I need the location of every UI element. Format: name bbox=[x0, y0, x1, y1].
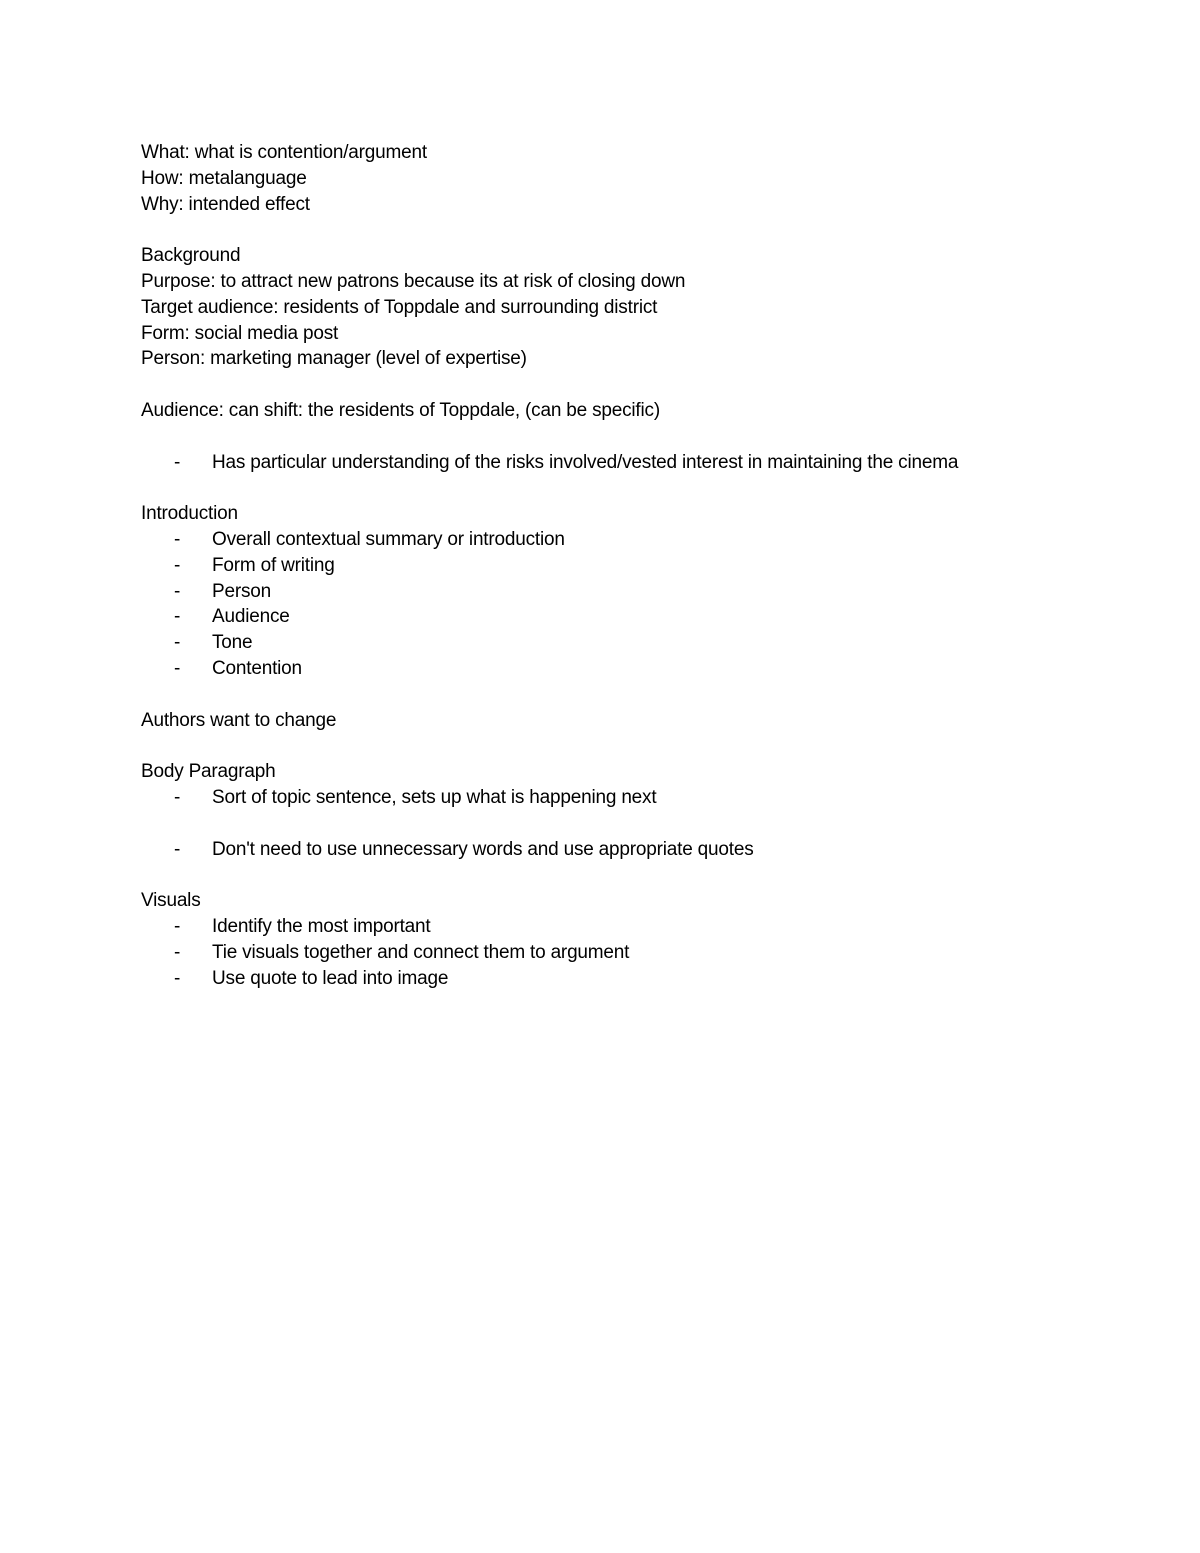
bullet-dash: - bbox=[174, 528, 181, 550]
list-item bbox=[141, 785, 1101, 811]
how-line: How: metalanguage bbox=[141, 167, 307, 189]
spacer bbox=[141, 682, 1101, 708]
form-line: Form: social media post bbox=[141, 322, 339, 344]
background-heading: Background bbox=[141, 245, 241, 267]
list-item bbox=[141, 656, 1101, 682]
list-item bbox=[141, 630, 1101, 656]
list-item-text: Tie visuals together and connect them to argument bbox=[212, 941, 630, 963]
audience-line: Audience: can shift: the residents of Toppdale, (can be specific) bbox=[141, 399, 660, 421]
bullet-dash: - bbox=[174, 786, 181, 808]
list-item-text: Contention bbox=[212, 657, 302, 679]
spacer bbox=[141, 811, 1101, 837]
list-item-text: Use quote to lead into image bbox=[212, 967, 449, 989]
list-item bbox=[141, 914, 1101, 940]
bullet-dash: - bbox=[174, 915, 181, 937]
spacer bbox=[141, 733, 1101, 759]
bullet-dash: - bbox=[174, 838, 181, 860]
bullet-dash: - bbox=[174, 580, 181, 602]
bullet-dash: - bbox=[174, 632, 181, 654]
bullet-dash: - bbox=[174, 554, 181, 576]
bullet-dash: - bbox=[174, 451, 181, 473]
purpose-line: Purpose: to attract new patrons because its at risk of closing down bbox=[141, 270, 686, 292]
bullet-dash: - bbox=[174, 657, 181, 679]
list-item bbox=[141, 940, 1101, 966]
list-item bbox=[141, 837, 1101, 863]
introduction-heading: Introduction bbox=[141, 503, 238, 525]
spacer bbox=[141, 424, 1101, 450]
spacer bbox=[141, 475, 1101, 501]
visuals-heading: Visuals bbox=[141, 890, 201, 912]
list-item-text: Person bbox=[212, 580, 272, 602]
spacer bbox=[141, 217, 1101, 243]
spacer bbox=[141, 372, 1101, 398]
authors-line: Authors want to change bbox=[141, 709, 337, 731]
list-item-text: Has particular understanding of the risks involved/vested interest in maintaining the cinema bbox=[212, 451, 959, 473]
list-item-text: Tone bbox=[212, 632, 253, 654]
why-line: Why: intended effect bbox=[141, 193, 310, 215]
list-item bbox=[141, 553, 1101, 579]
list-item bbox=[141, 527, 1101, 553]
list-item bbox=[141, 604, 1101, 630]
bullet-dash: - bbox=[174, 606, 181, 628]
target-audience-line: Target audience: residents of Toppdale and surrounding district bbox=[141, 296, 658, 318]
what-line: What: what is contention/argument bbox=[141, 142, 427, 163]
list-item-text: Identify the most important bbox=[212, 915, 431, 937]
list-item bbox=[141, 450, 1101, 476]
document-content bbox=[141, 140, 1101, 991]
list-item-text: Sort of topic sentence, sets up what is happening next bbox=[212, 786, 657, 808]
body-paragraph-heading: Body Paragraph bbox=[141, 761, 276, 783]
bullet-dash: - bbox=[174, 941, 181, 963]
bullet-dash: - bbox=[174, 967, 181, 989]
list-item-text: Audience bbox=[212, 606, 290, 628]
list-item-text: Form of writing bbox=[212, 554, 335, 576]
list-item bbox=[141, 579, 1101, 605]
spacer bbox=[141, 862, 1101, 888]
list-item-text: Overall contextual summary or introduction bbox=[212, 528, 565, 550]
list-item-text: Don't need to use unnecessary words and use appropriate quotes bbox=[212, 838, 754, 860]
person-line: Person: marketing manager (level of expertise) bbox=[141, 348, 527, 370]
list-item bbox=[141, 966, 1101, 992]
